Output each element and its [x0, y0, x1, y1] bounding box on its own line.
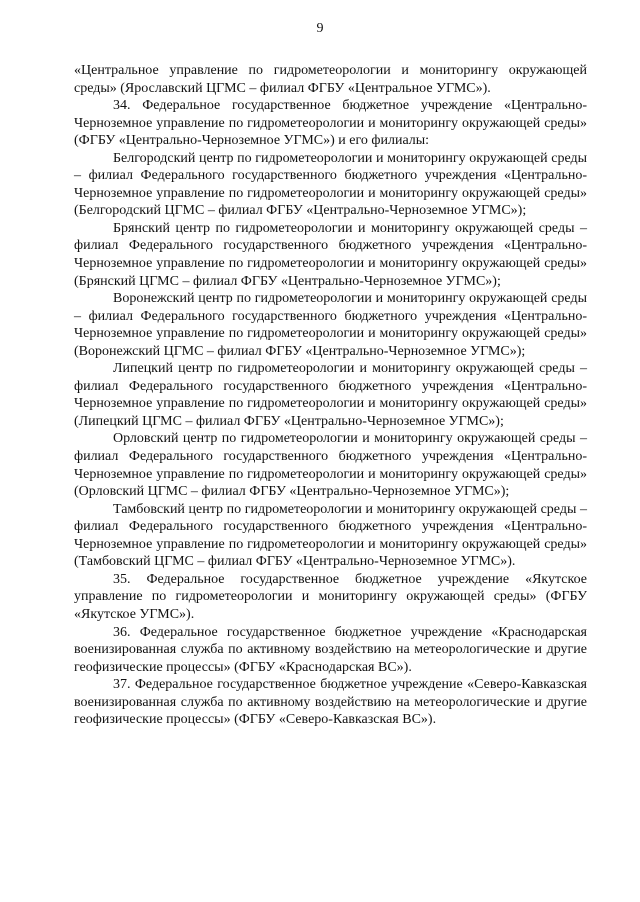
paragraph-item-34: 34. Федеральное государственное бюджетное учреждение «Центрально-Черноземное управление по гидрометеорологии и мониторингу окружающей среды» (ФГБУ «Центрально-Черноземное УГМС») и его филиалы:: [74, 98, 587, 149]
paragraph-item-37: 37. Федеральное государственное бюджетное учреждение «Северо-Кавказская военизированная служба по активному воздействию на метеорологические и другие геофизические процессы» (ФГБУ «Северо-Кавказская ВС»).: [74, 677, 587, 728]
paragraph-belgorod-branch: Белгородский центр по гидрометеорологии и мониторингу окружающей среды – филиал Федерального государственного бюджетного учреждения «Центрально-Черноземное управление по гидрометеорологии и мониторингу окружающей среды» (Белгородский ЦГМС – филиал ФГБУ «Центрально-Черноземное УГМС»);: [74, 150, 587, 219]
paragraph-item-35: 35. Федеральное государственное бюджетное учреждение «Якутское управление по гидрометеорологии и мониторингу окружающей среды» (ФГБУ «Якутское УГМС»).: [74, 571, 587, 622]
paragraph-voronezh-branch: Воронежский центр по гидрометеорологии и мониторингу окружающей среды – филиал Федерального государственного бюджетного учреждения «Центрально-Черноземное управление по гидрометеорологии и мониторингу окружающей среды» (Воронежский ЦГМС – филиал ФГБУ «Центрально-Черноземное УГМС»);: [74, 291, 587, 359]
paragraph-tambov-branch: Тамбовский центр по гидрометеорологии и мониторингу окружающей среды – филиал Федерального государственного бюджетного учреждения «Центрально-Черноземное управление по гидрометеорологии и мониторингу окружающей среды» (Тамбовский ЦГМС – филиал ФГБУ «Центрально-Черноземное УГМС»).: [74, 501, 587, 570]
paragraph-item-36: 36. Федеральное государственное бюджетное учреждение «Краснодарская военизированная служба по активному воздействию на метеорологические и другие геофизические процессы» (ФГБУ «Краснодарская ВС»).: [74, 624, 587, 675]
paragraph-orel-branch: Орловский центр по гидрометеорологии и мониторингу окружающей среды – филиал Федерального государственного бюджетного учреждения «Центрально-Черноземное управление по гидрометеорологии и мониторингу окружающей среды» (Орловский ЦГМС – филиал ФГБУ «Центрально-Черноземное УГМС»);: [74, 431, 587, 500]
paragraph-lipetsk-branch: Липецкий центр по гидрометеорологии и мониторингу окружающей среды – филиал Федерального государственного бюджетного учреждения «Центрально-Черноземное управление по гидрометеорологии и мониторингу окружающей среды» (Липецкий ЦГМС – филиал ФГБУ «Центрально-Черноземное УГМС»);: [74, 361, 587, 429]
page-number: 9: [316, 21, 324, 36]
document-body: [74, 62, 587, 729]
paragraph-bryansk-branch: Брянский центр по гидрометеорологии и мониторингу окружающей среды – филиал Федерального государственного бюджетного учреждения «Центрально-Черноземное управление по гидрометеорологии и мониторингу окружающей среды» (Брянский ЦГМС – филиал ФГБУ «Центрально-Черноземное УГМС»);: [74, 220, 587, 289]
paragraph-continuation-yaroslavl: «Центральное управление по гидрометеорологии и мониторингу окружающей среды» (Ярославский ЦГМС – филиал ФГБУ «Центральное УГМС»).: [74, 63, 587, 96]
